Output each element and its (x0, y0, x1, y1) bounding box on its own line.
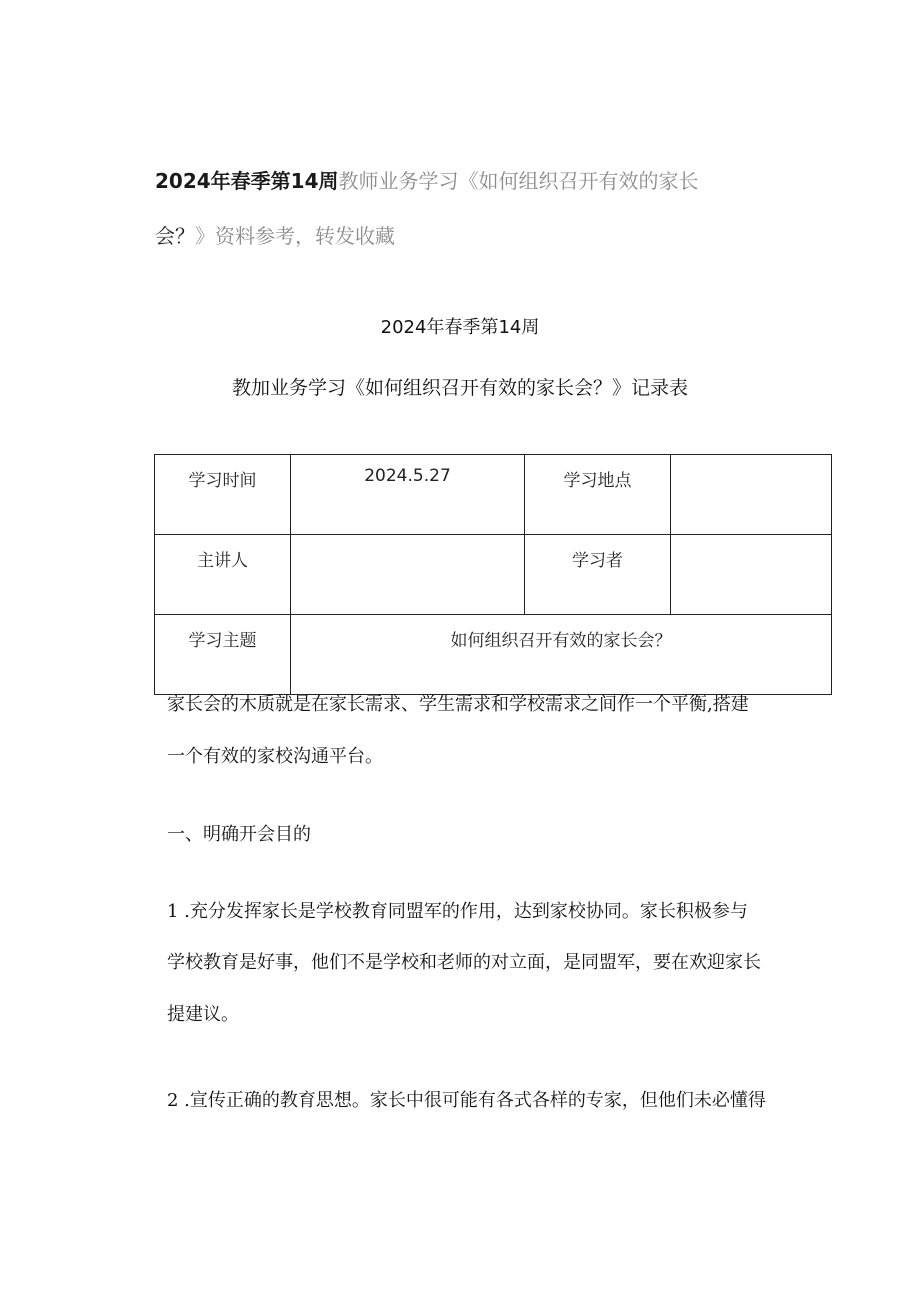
learner-label: 学习者 (525, 535, 671, 615)
section-heading-1: 一、明确开会目的 (167, 824, 311, 845)
title-highlight: 2024年春季第14周 (155, 169, 339, 193)
speaker-value (291, 535, 525, 615)
learner-value (671, 535, 832, 615)
place-label: 学习地点 (525, 455, 671, 535)
title-highlight: 会？ (155, 224, 195, 248)
title-text: 》资料参考，转发收藏 (195, 224, 395, 248)
intro-line-2: 一个有效的家校沟通平台。 (167, 746, 383, 767)
title-text: 教师业务学习《如何组织召开有效的家长 (338, 169, 699, 193)
item-1-line-1: 1 .充分发挥家长是学校教育同盟军的作用，达到家校协同。家长积极参与 (167, 901, 748, 922)
item-2-line-1: 2 .宣传正确的教育思想。家长中很可能有各式各样的专家，但他们未必懂得 (167, 1090, 766, 1111)
topic-label: 学习主题 (155, 615, 291, 695)
table-row (155, 535, 832, 615)
table-row (155, 615, 832, 695)
record-table (154, 454, 832, 695)
time-value: 2024.5.27 (291, 455, 525, 535)
table-row (155, 455, 832, 535)
item-1-line-3: 提建议。 (167, 1004, 239, 1025)
topic-value: 如何组织召开有效的家长会？ (291, 615, 832, 695)
document-title-line-2 (155, 220, 395, 249)
place-value (671, 455, 832, 535)
document-title-line-1 (155, 165, 699, 194)
record-header-week: 2024年春季第14周 (380, 317, 540, 338)
item-1-line-2: 学校教育是好事，他们不是学校和老师的对立面，是同盟军，要在欢迎家长 (167, 952, 761, 973)
record-header-title: 教加业务学习《如何组织召开有效的家长会？》记录表 (231, 377, 688, 399)
speaker-label: 主讲人 (155, 535, 291, 615)
intro-line-1: 家长会的木质就是在家长需求、学生需求和学校需求之间作一个平衡,搭建 (167, 694, 749, 715)
time-label: 学习时间 (155, 455, 291, 535)
